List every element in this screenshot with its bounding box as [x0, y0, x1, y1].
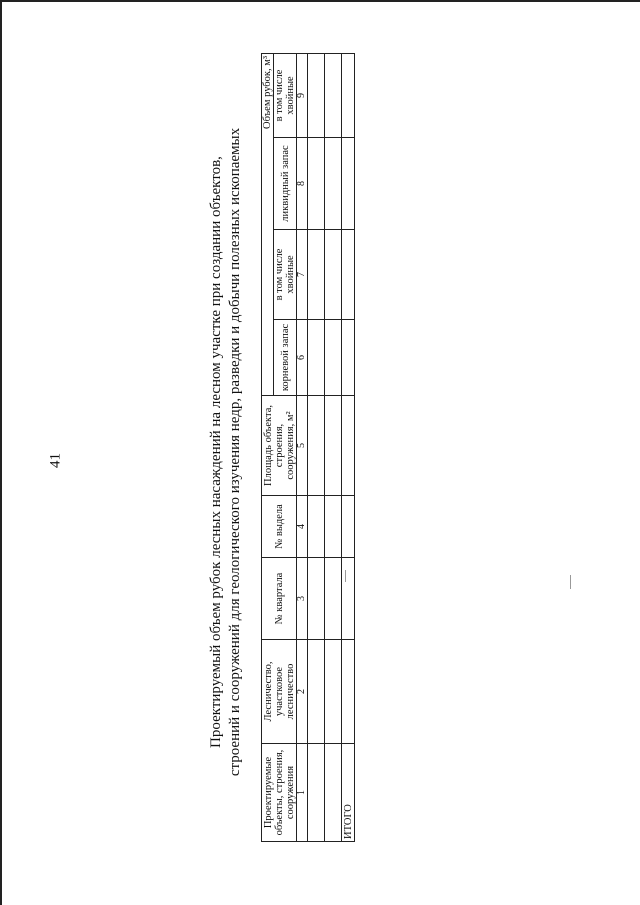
column-number: 3 — [297, 558, 308, 640]
logging-volume-table — [261, 53, 355, 842]
col-header-conifer-2: в том числе хвойные — [274, 53, 297, 137]
col-header-objects: Проектируемые объекты, строения, сооружения — [262, 744, 297, 842]
col-header-quarter: № квартала — [262, 558, 297, 640]
col-header-plot: № выдела — [262, 496, 297, 558]
total-label: ИТОГО — [342, 744, 355, 842]
group-header-volume: Объем рубок, м³ — [262, 53, 274, 395]
title-line-2: строений и сооружений для геологического изучения недр, разведки и добычи полезных ископаемых — [227, 127, 243, 777]
scan-mark — [570, 575, 571, 589]
column-number: 7 — [297, 230, 308, 320]
document-title — [207, 22, 245, 882]
column-number: 1 — [297, 744, 308, 842]
col-header-liquid-stock: ликвидный запас — [274, 138, 297, 230]
page-number: 41 — [47, 453, 64, 468]
column-number: 6 — [297, 320, 308, 396]
column-number: 8 — [297, 138, 308, 230]
title-line-1: Проектируемый объем рубок лесных насаждений на лесном участке при создании объектов, — [208, 156, 224, 748]
col-header-area: Площадь объекта, строения, сооружения, м² — [262, 396, 297, 496]
column-number: 5 — [297, 396, 308, 496]
column-numbers-row — [297, 53, 308, 841]
header-row — [262, 53, 274, 841]
col-header-forestry: Лесничество, участковое лесничество — [262, 640, 297, 744]
table-row — [325, 53, 342, 841]
total-row — [342, 53, 355, 841]
col-header-conifer-1: в том числе хвойные — [274, 230, 297, 320]
column-number: 2 — [297, 640, 308, 744]
page-left-border — [0, 0, 2, 905]
column-number: 4 — [297, 496, 308, 558]
table-row — [308, 53, 325, 841]
rotated-document — [207, 22, 427, 882]
page-top-border — [0, 0, 640, 2]
col-header-root-stock: корневой запас — [274, 320, 297, 396]
column-number: 9 — [297, 53, 308, 137]
